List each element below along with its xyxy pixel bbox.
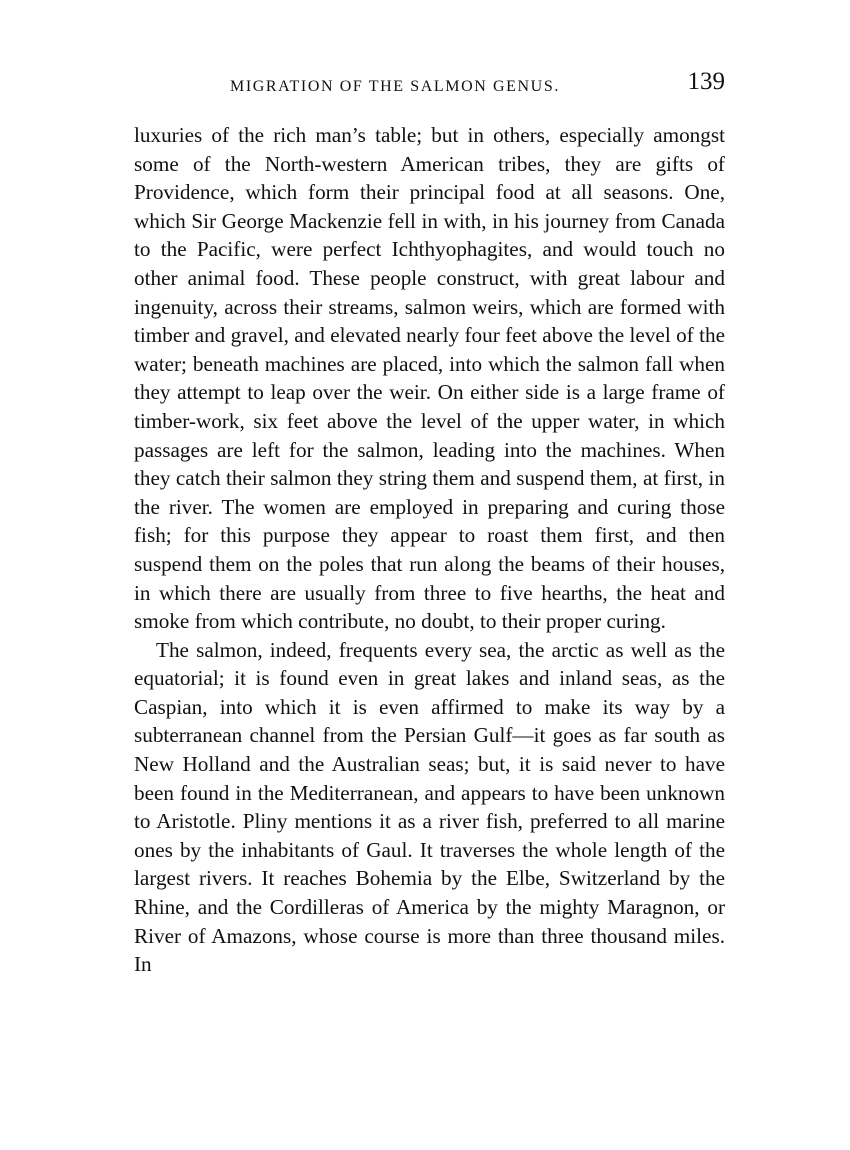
paragraph-continued: luxuries of the rich man’s table; but in others, especially amongst some of the North-western American tribes, they are gifts of Providence, which form their principal food at all seasons. One, which Sir George Mackenzie fell in with, in his journey from Canada to the Pacific, were perfect Ichthyophagites, and would touch no other animal food. These people construct, with great labour and ingenuity, across their streams, salmon weirs, which are formed with timber and gravel, and elevated nearly four feet above the level of the water; beneath machines are placed, into which the salmon fall when they attempt to leap over the weir. On either side is a large frame of timber-work, six feet above the level of the upper water, in which passages are left for the salmon, leading into the machines. When they catch their salmon they string them and suspend them, at first, in the river. The women are employed in preparing and curing those fish; for this purpose they appear to roast them first, and then suspend them on the poles that run along the beams of their houses, in which there are usually from three to five hearths, the heat and smoke from which contribute, no doubt, to their proper curing. xyxy=(134,123,725,634)
running-title: MIGRATION OF THE SALMON GENUS. xyxy=(230,78,560,95)
page-number: 139 xyxy=(687,68,725,95)
body-text xyxy=(134,121,725,979)
paragraph-salmon-range: The salmon, indeed, frequents every sea, the arctic as well as the equatorial; it is found even in great lakes and inland seas, as the Caspian, into which it is even affirmed to make its way by a subterranean channel from the Persian Gulf—it goes as far south as New Holland and the Australian seas; but, it is said never to have been found in the Mediterranean, and appears to have been unknown to Aristotle. Pliny mentions it as a river fish, preferred to all marine ones by the inhabitants of Gaul. It traverses the whole length of the largest rivers. It reaches Bohemia by the Elbe, Switzerland by the Rhine, and the Cordilleras of America by the mighty Maragnon, or River of Amazons, whose course is more than three thousand miles. In xyxy=(134,637,725,977)
running-head xyxy=(135,60,725,110)
